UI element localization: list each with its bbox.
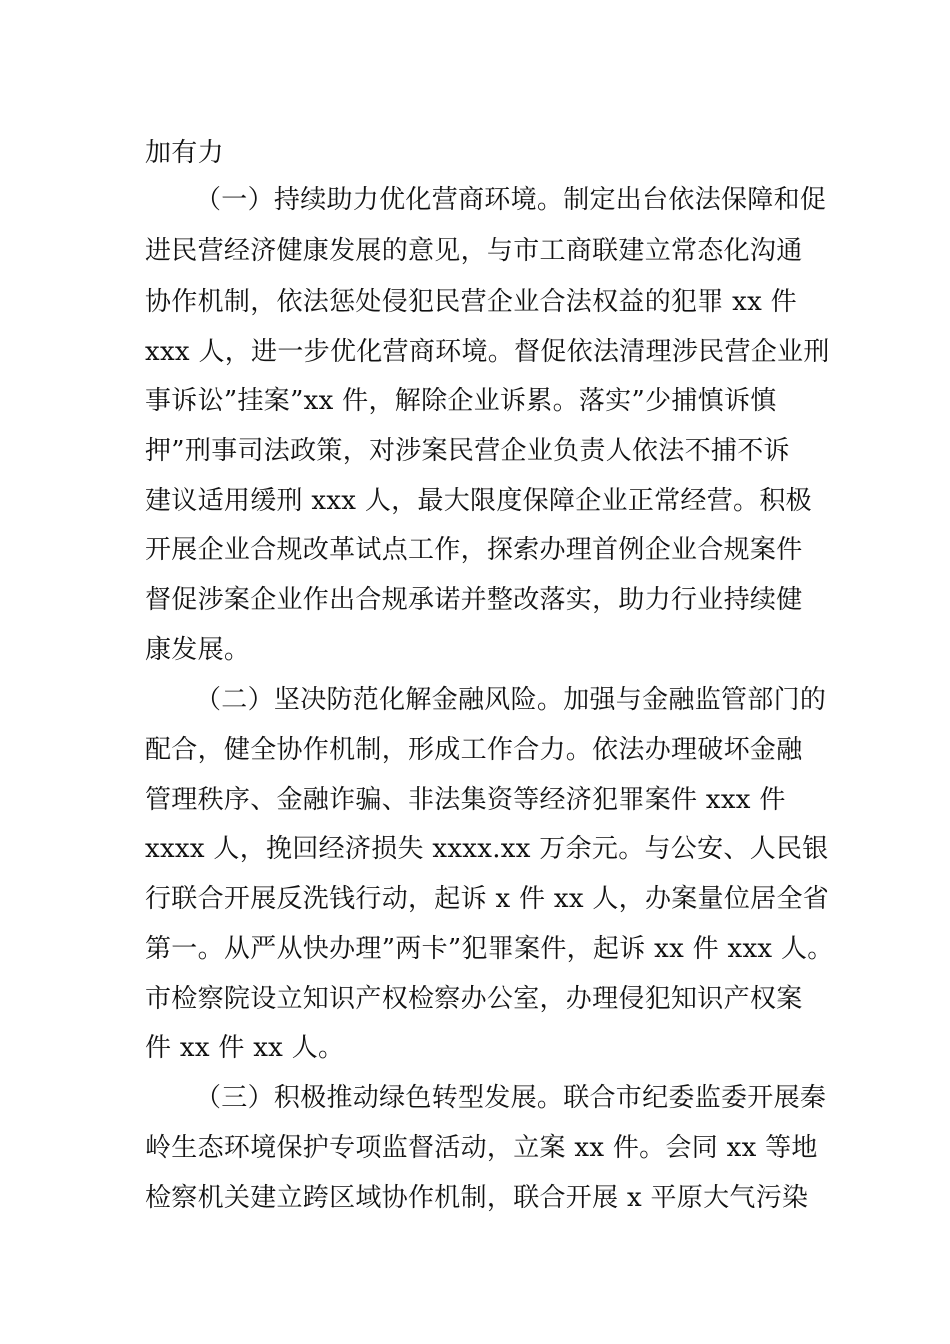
text-line: 事诉讼”挂案”xx 件，解除企业诉累。落实”少捕慎诉慎: [145, 386, 777, 416]
text-line: 检察机关建立跨区域协作机制，联合开展 x 平原大气污染: [145, 1183, 809, 1213]
text-line: 行联合开展反洗钱行动，起诉 x 件 xx 人，办案量位居全省: [145, 884, 830, 914]
text-line: 管理秩序、金融诈骗、非法集资等经济犯罪案件 xxx 件: [145, 785, 786, 815]
text-line: 开展企业合规改革试点工作，探索办理首例企业合规案件: [145, 535, 803, 565]
paragraph-1-start: （一）持续助力优化营商环境。制定出台依法保障和促: [195, 185, 827, 215]
text-line: 进民营经济健康发展的意见，与市工商联建立常态化沟通: [145, 236, 803, 266]
text-line: 康发展。: [145, 635, 251, 665]
paragraph-3-start: （三）积极推动绿色转型发展。联合市纪委监委开展秦: [195, 1083, 827, 1113]
text-line: 配合，健全协作机制，形成工作合力。依法办理破坏金融: [145, 735, 803, 765]
text-line: 加有力: [145, 138, 224, 168]
text-line: 协作机制，依法惩处侵犯民营企业合法权益的犯罪 xx 件: [145, 287, 797, 317]
text-line: 第一。从严从快办理”两卡”犯罪案件，起诉 xx 件 xxx 人。: [145, 934, 834, 964]
text-line: xxx 人，进一步优化营商环境。督促依法清理涉民营企业刑: [145, 337, 830, 367]
text-line: 督促涉案企业作出合规承诺并整改落实，助力行业持续健: [145, 585, 803, 615]
text-line: 建议适用缓刑 xxx 人，最大限度保障企业正常经营。积极: [145, 486, 812, 516]
text-line: 岭生态环境保护专项监督活动，立案 xx 件。会同 xx 等地: [145, 1133, 818, 1163]
text-line: 市检察院设立知识产权检察办公室，办理侵犯知识产权案: [145, 984, 803, 1014]
text-line: 件 xx 件 xx 人。: [145, 1033, 345, 1063]
text-line: xxxx 人，挽回经济损失 xxxx.xx 万余元。与公安、人民银: [145, 834, 829, 864]
text-line: 押”刑事司法政策，对涉案民营企业负责人依法不捕不诉: [145, 436, 790, 466]
paragraph-2-start: （二）坚决防范化解金融风险。加强与金融监管部门的: [195, 685, 827, 715]
